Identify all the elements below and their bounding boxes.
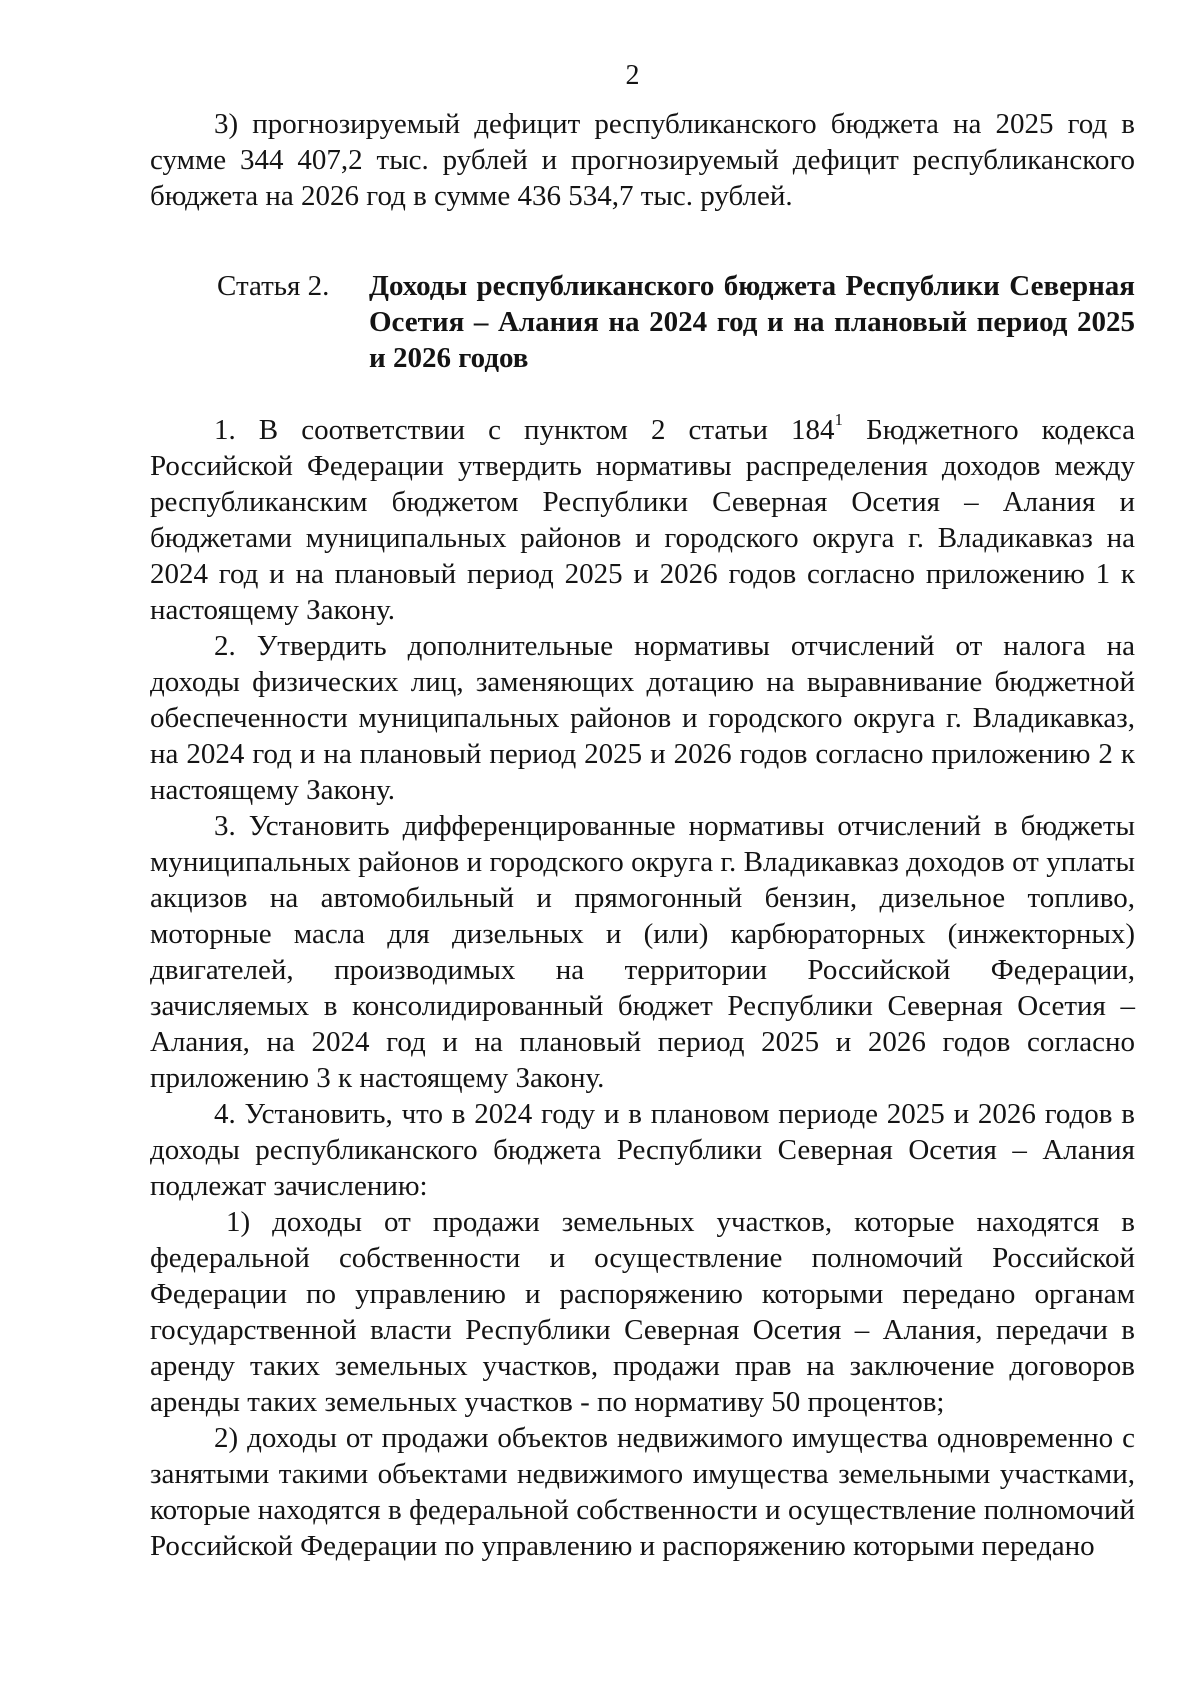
paragraph-1-text: 1. В соответствии с пунктом 2 статьи 184 (214, 414, 835, 446)
paragraph-2: 2. Утвердить дополнительные нормативы отчислений от налога на доходы физических лиц, заменяющих дотацию на выравнивание бюджетной обеспеченности муниципальных районов и городского округа г. Владикавказ, на 2024 год и на плановый период 2025 и 2026 годов согласно приложению 2 к настоящему Закону. (150, 630, 1135, 806)
intro-section (150, 106, 1135, 214)
paragraph-4-item-1: 1) доходы от продажи земельных участков, которые находятся в федеральной собственности и осуществление полномочий Российской Федерации по управлению и распоряжению которыми передано органам государственной власти Республики Северная Осетия – Алания, передачи в аренду таких земельных участков, продажи прав на заключение договоров аренды таких земельных участков - по нормативу 50 процентов; (150, 1206, 1135, 1418)
paragraph-4: 4. Установить, что в 2024 году и в плановом периоде 2025 и 2026 годов в доходы республиканского бюджета Республики Северная Осетия – Алания подлежат зачислению: (150, 1098, 1135, 1202)
page-number: 2 (625, 60, 640, 91)
superscript: 1 (834, 410, 844, 430)
article-title: Доходы республиканского бюджета Республики Северная Осетия – Алания на 2024 год и на плановый период 2025 и 2026 годов (369, 270, 1135, 374)
paragraph-1 (150, 412, 1135, 628)
paragraph-4-item-2: 2) доходы от продажи объектов недвижимого имущества одновременно с занятыми такими объектами недвижимого имущества земельными участками, которые находятся в федеральной собственности и осуществление полномочий Российской Федерации по управлению и распоряжению которыми передано (150, 1422, 1135, 1562)
article-label: Статья 2. (217, 270, 330, 302)
paragraph-1-text-cont: Бюджетного кодекса Российской Федерации утвердить нормативы распределения доходов между республиканским бюджетом Республики Северная Осетия – Алания и бюджетами муниципальных районов и городского округа г. Владикавказ на 2024 год и на плановый период 2025 и 2026 годов согласно приложению 1 к настоящему Закону. (150, 414, 1135, 626)
paragraph-3: 3. Установить дифференцированные нормативы отчислений в бюджеты муниципальных районов и городского округа г. Владикавказ доходов от уплаты акцизов на автомобильный и прямогонный бензин, дизельное топливо, моторные масла для дизельных и (или) карбюраторных (инжекторных) двигателей, производимых на территории Российской Федерации, зачисляемых в консолидированный бюджет Республики Северная Осетия – Алания, на 2024 год и на плановый период 2025 и 2026 годов согласно приложению 3 к настоящему Закону. (150, 810, 1135, 1094)
article-body (150, 412, 1135, 1564)
intro-paragraph: 3) прогнозируемый дефицит республиканского бюджета на 2025 год в сумме 344 407,2 тыс. рублей и прогнозируемый дефицит республиканского бюджета на 2026 год в сумме 436 534,7 тыс. рублей. (150, 108, 1135, 212)
